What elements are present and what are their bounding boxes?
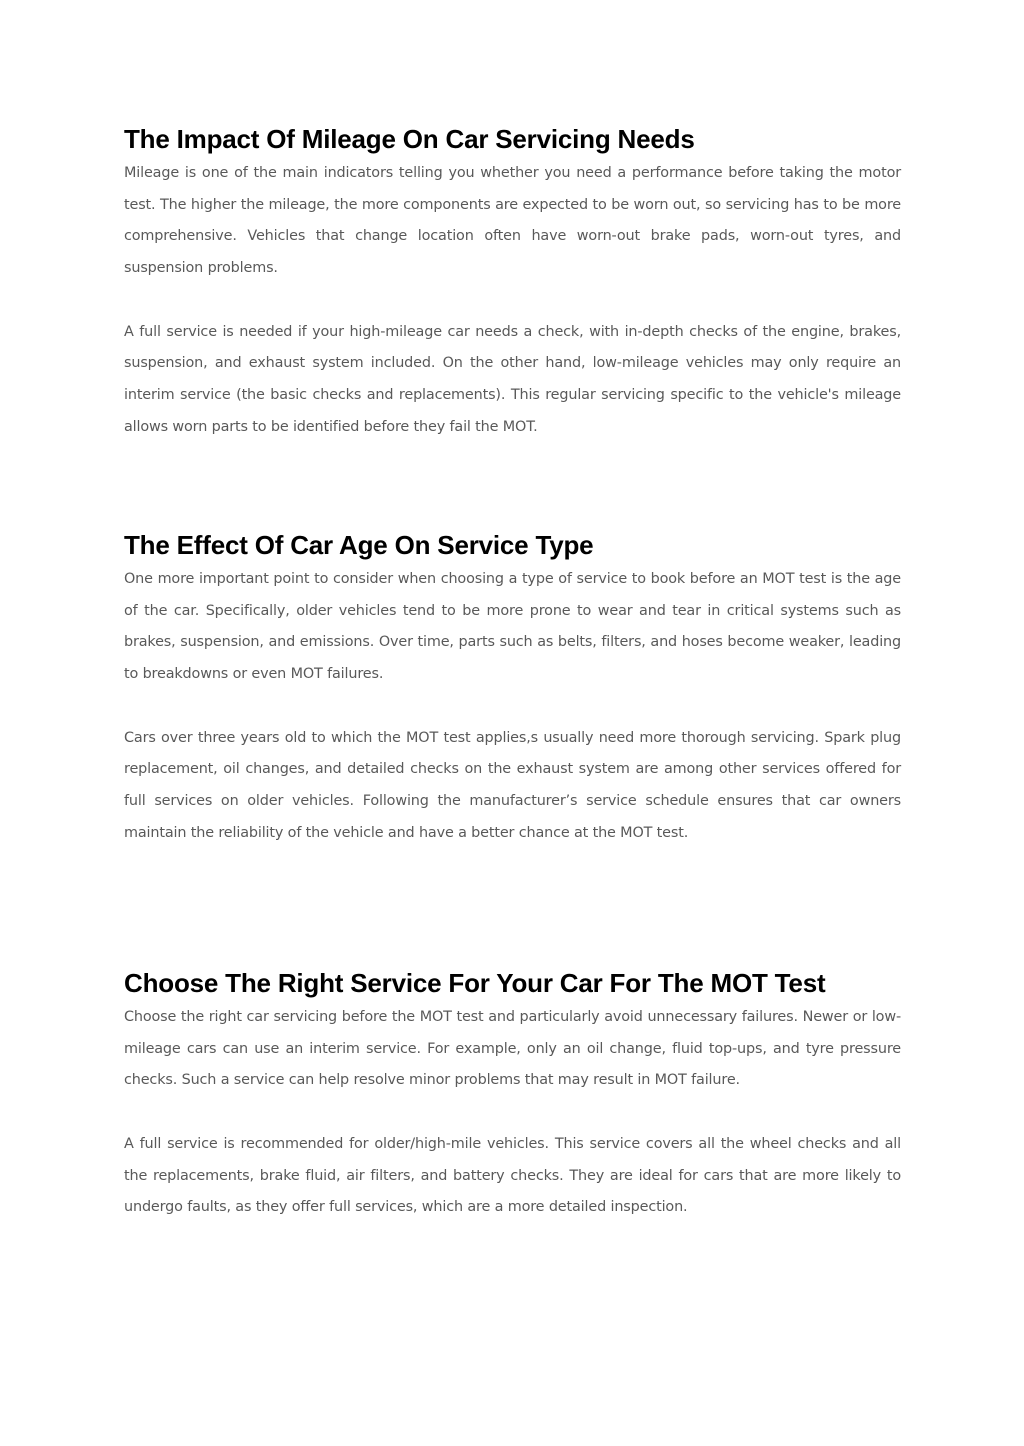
section-mileage <box>124 120 901 443</box>
section-heading: The Impact Of Mileage On Car Servicing Needs <box>124 124 695 154</box>
section-paragraph: Cars over three years old to which the MOT test applies,s usually need more thorough servicing. Spark plug replacement, oil changes, and detailed checks on the exhaust system are among other services offered for full services on older vehicles. Following the manufacturer’s service schedule ensures that car owners maintain the reliability of the vehicle and have a better chance at the MOT test. <box>124 729 901 841</box>
section-paragraph: A full service is needed if your high-mileage car needs a check, with in-depth checks of the engine, brakes, suspension, and exhaust system included. On the other hand, low-mileage vehicles may only require an interim service (the basic checks and replacements). This regular servicing specific to the vehicle's mileage allows worn parts to be identified before they fail the MOT. <box>124 323 901 435</box>
section-right-service <box>124 964 901 1224</box>
section-heading: The Effect Of Car Age On Service Type <box>124 530 594 560</box>
section-paragraph: Choose the right car servicing before the MOT test and particularly avoid unnecessary failures. Newer or low-mileage cars can use an interim service. For example, only an oil change, fluid top-ups, and tyre pressure checks. Such a service can help resolve minor problems that may result in MOT failure. <box>124 1009 901 1089</box>
section-car-age <box>124 526 901 849</box>
section-paragraph: One more important point to consider when choosing a type of service to book before an MOT test is the age of the car. Specifically, older vehicles tend to be more prone to wear and tear in critical systems such as brakes, suspension, and emissions. Over time, parts such as belts, filters, and hoses become weaker, leading to breakdowns or even MOT failures. <box>124 571 901 683</box>
section-paragraph: A full service is recommended for older/high-mile vehicles. This service covers all the wheel checks and all the replacements, brake fluid, air filters, and battery checks. They are ideal for cars that are more likely to undergo faults, as they offer full services, which are a more detailed inspection. <box>124 1135 901 1216</box>
section-heading: Choose The Right Service For Your Car For The MOT Test <box>124 968 826 998</box>
section-paragraph: Mileage is one of the main indicators telling you whether you need a performance before taking the motor test. The higher the mileage, the more components are expected to be worn out, so servicing has to be more comprehensive. Vehicles that change location often have worn-out brake pads, worn-out tyres, and suspension problems. <box>124 165 901 277</box>
